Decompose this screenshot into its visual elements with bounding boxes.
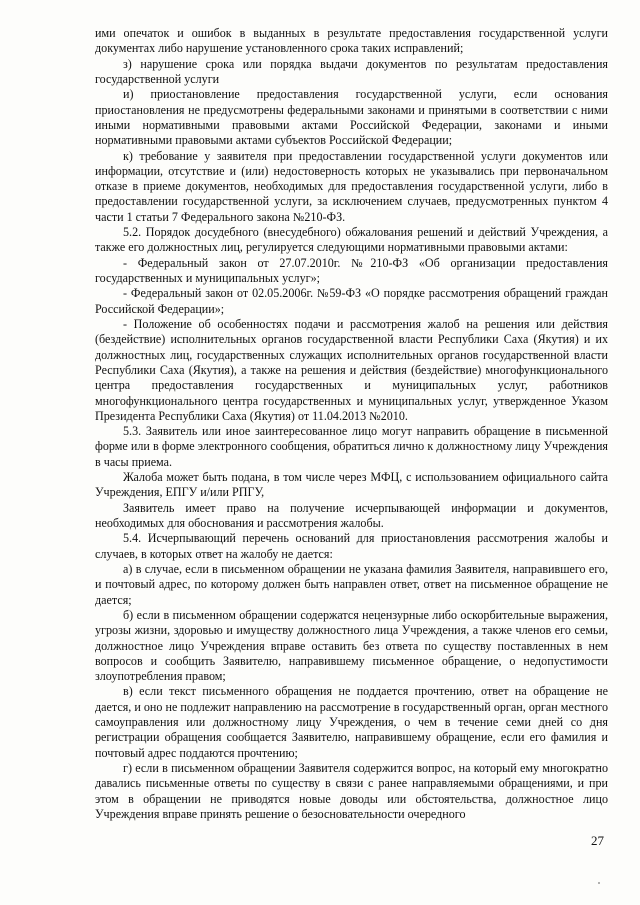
paragraph: - Федеральный закон от 02.05.2006г. №59-ФЗ «О порядке рассмотрения обращений граждан Российской Федерации»; <box>95 286 608 316</box>
paragraph: в) если текст письменного обращения не поддается прочтению, ответ на обращение не дается, и оно не подлежит направлению на рассмотрение в государственный орган, орган местного самоуправления или должностному лицу Учреждения, о чем в течение семи дней со дня регистрации обращения сообщается Заявителю, направившему обращение, если его фамилия и почтовый адрес поддаются прочтению; <box>95 684 608 760</box>
paragraph: б) если в письменном обращении содержатся нецензурные либо оскорбительные выражения, угрозы жизни, здоровью и имуществу должностного лица Учреждения, а также членов его семьи, должностное лицо Учреждения вправе оставить без ответа по существу поставленных в нем вопросов и сообщить Заявителю, направившему письменное обращение, о недопустимости злоупотребления правом; <box>95 607 608 684</box>
paragraph: г) если в письменном обращении Заявителя содержится вопрос, на который ему многократно давались письменные ответы по существу в связи с ранее направляемыми обращениями, и при этом в обращении не приводятся новые доводы или обстоятельства, должностное лицо Учреждения вправе принять решение о безосновательности очередного <box>95 761 608 821</box>
scan-artifact <box>598 882 600 884</box>
paragraph: Заявитель имеет право на получение исчерпывающей информации и документов, необходимых для обоснования и рассмотрения жалобы. <box>95 500 608 530</box>
paragraph: к) требование у заявителя при предоставлении государственной услуги документов или информации, отсутствие и (или) недостоверность которых не указывались при первоначальном отказе в приеме документов, необходимых для предоставления государственной услуги, либо в предоставлении государственной услуги, за исключением случаев, предусмотренных пунктом 4 части 1 статьи 7 Федерального закона №210-ФЗ. <box>95 148 608 224</box>
paragraph: а) в случае, если в письменном обращении не указана фамилия Заявителя, направившего его, и почтовый адрес, по которому должен быть направлен ответ, ответ на письменное обращение не дается; <box>95 561 608 607</box>
paragraph: 5.2. Порядок досудебного (внесудебного) обжалования решений и действий Учреждения, а также его должностных лиц, регулируется следующими нормативными правовыми актами: <box>95 225 608 255</box>
paragraph: Жалоба может быть подана, в том числе через МФЦ, с использованием официального сайта Учреждения, ЕПГУ и/или РПГУ, <box>95 470 608 500</box>
page-number: 27 <box>591 833 604 848</box>
paragraph: - Положение об особенностях подачи и рассмотрения жалоб на решения или действия (бездействие) исполнительных органов государственной власти Республики Саха (Якутия) и их должностных лиц, государственных служащих исполнительных органов государственной власти Республики Саха (Якутия), а также на решения и действия (бездействие) многофункционального центра предоставления государственных и муниципальных услуг, работников многофункционального центра государственных и муниципальных услуг, утвержденное Указом Президента Республики Саха (Якутия) от 11.04.2013 №2010. <box>95 316 608 423</box>
paragraph: и) приостановление предоставления государственной услуги, если основания приостановления не предусмотрены федеральными законами и принятыми в соответствии с ними иными нормативными правовыми актами Российской Федерации, законами и иными нормативными правовыми актами субъектов Российской Федерации; <box>95 87 608 148</box>
paragraph: 5.3. Заявитель или иное заинтересованное лицо могут направить обращение в письменной форме или в форме электронного сообщения, обратиться лично к должностному лицу Учреждения в часы приема. <box>95 424 608 469</box>
paragraph: - Федеральный закон от 27.07.2010г. №210-ФЗ «Об организации предоставления государственных и муниципальных услуг»; <box>95 255 608 285</box>
document-body <box>95 26 608 822</box>
paragraph: ими опечаток и ошибок в выданных в результате предоставления государственной услуги документах либо нарушение установленного срока таких исправлений; <box>95 26 608 56</box>
paragraph: 5.4. Исчерпывающий перечень оснований для приостановления рассмотрения жалобы и случаев, в которых ответ на жалобу не дается: <box>95 531 608 561</box>
paragraph: з) нарушение срока или порядка выдачи документов по результатам предоставления государственной услуги <box>95 56 608 86</box>
